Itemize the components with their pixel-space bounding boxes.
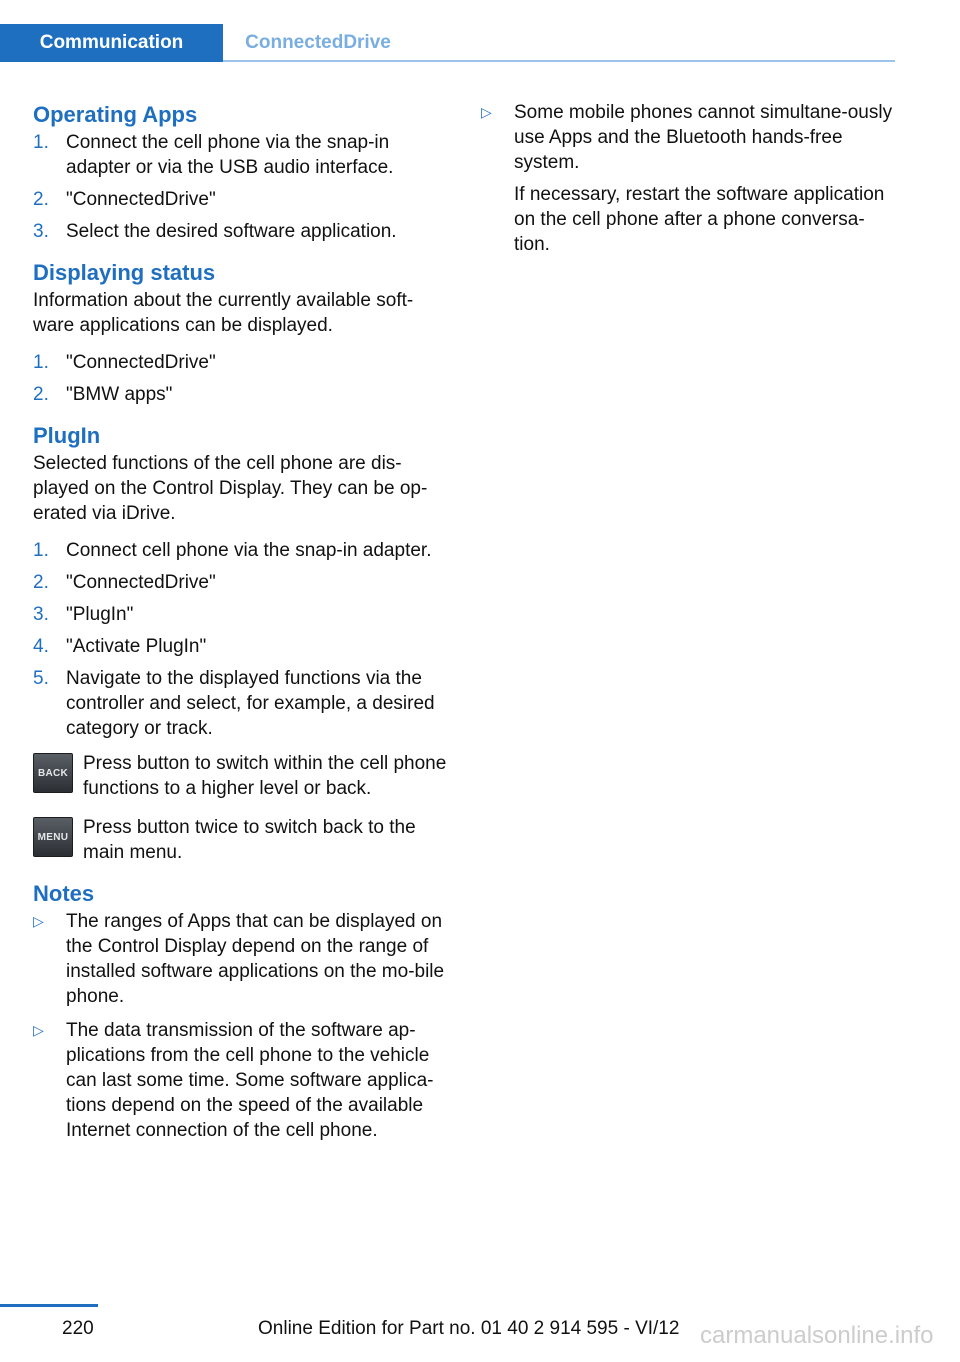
heading-plugin: PlugIn (33, 423, 101, 448)
list-item (33, 538, 451, 563)
step-text: "BMW apps" (66, 384, 173, 405)
step-text: "ConnectedDrive" (66, 189, 216, 210)
menu-button-row (33, 815, 451, 865)
step-text: Connect the cell phone via the snap-in adapter or via the USB audio interface. (66, 132, 394, 178)
step-number: 2. (33, 572, 49, 593)
step-number: 1. (33, 540, 49, 561)
tab-communication[interactable]: Communication (0, 24, 223, 62)
notes-list-continued (481, 100, 899, 257)
list-item (33, 219, 451, 244)
list-item (33, 666, 451, 741)
step-text: "ConnectedDrive" (66, 572, 216, 593)
note-text: The data transmission of the software ap‐plications from the cell phone to the vehicle can last some time. Some software applica‐tions depend on the speed of the available Internet connection of the cell phone. (66, 1020, 434, 1141)
triangle-bullet-icon: ▷ (33, 1022, 44, 1038)
plugin-intro: Selected functions of the cell phone are dis‐played on the Control Display. They can be op‐erated via iDrive. (33, 453, 428, 524)
step-number: 3. (33, 604, 49, 625)
step-number: 2. (33, 384, 49, 405)
header-tabs (0, 24, 895, 62)
menu-button-description: Press button twice to switch back to the main menu. (83, 817, 416, 863)
step-number: 1. (33, 132, 49, 153)
back-button-description: Press button to switch within the cell phone functions to a higher level or back. (83, 753, 447, 799)
step-text: "Activate PlugIn" (66, 636, 207, 657)
section-operating-apps (33, 100, 451, 244)
displaying-status-intro: Information about the currently available soft‐ware applications can be displayed. (33, 290, 414, 336)
back-button-row (33, 751, 451, 801)
step-number: 2. (33, 189, 49, 210)
list-item (33, 350, 451, 375)
list-item (33, 634, 451, 659)
heading-notes: Notes (33, 881, 95, 906)
notes-list (33, 909, 451, 1143)
heading-displaying-status: Displaying status (33, 260, 216, 285)
tab-connecteddrive[interactable]: ConnectedDrive (245, 32, 391, 53)
menu-button-icon: MENU (33, 817, 73, 857)
note-subtext: If necessary, restart the software application on the cell phone after a phone conversa‐tion. (514, 184, 885, 255)
step-text: Select the desired software application. (66, 221, 397, 242)
section-displaying-status (33, 258, 451, 407)
step-text: Connect cell phone via the snap-in adapter. (66, 540, 432, 561)
step-text: Navigate to the displayed functions via the controller and select, for example, a desired category or track. (66, 668, 435, 739)
step-number: 1. (33, 352, 49, 373)
list-item (33, 1018, 451, 1143)
note-text: Some mobile phones cannot simultane‐ously use Apps and the Bluetooth hands-free system. (514, 102, 893, 173)
step-number: 4. (33, 636, 49, 657)
list-item (33, 570, 451, 595)
page-number: 220 (62, 1318, 94, 1339)
step-text: "ConnectedDrive" (66, 352, 216, 373)
back-button-icon: BACK (33, 753, 73, 793)
plugin-steps (33, 538, 451, 741)
triangle-bullet-icon: ▷ (33, 913, 44, 929)
list-item (33, 909, 451, 1009)
operating-apps-steps (33, 130, 451, 244)
triangle-bullet-icon: ▷ (481, 104, 492, 120)
step-number: 3. (33, 221, 49, 242)
displaying-status-steps (33, 350, 451, 407)
list-item (481, 100, 899, 257)
step-number: 5. (33, 668, 49, 689)
step-text: "PlugIn" (66, 604, 134, 625)
section-notes (33, 879, 451, 1143)
header-rule (223, 60, 895, 62)
watermark: carmanualsonline.info (700, 1322, 934, 1349)
right-column (481, 100, 899, 266)
list-item (33, 187, 451, 212)
edition-note: Online Edition for Part no. 01 40 2 914 595 - VI/12 (258, 1318, 680, 1339)
note-text: The ranges of Apps that can be displayed on the Control Display depend on the range of installed software applications on the mo‐bile phone. (66, 911, 445, 1007)
left-column (33, 100, 451, 1157)
section-plugin (33, 421, 451, 865)
list-item (33, 602, 451, 627)
heading-operating-apps: Operating Apps (33, 102, 198, 127)
footer-rule (0, 1304, 98, 1307)
list-item (33, 382, 451, 407)
list-item (33, 130, 451, 180)
